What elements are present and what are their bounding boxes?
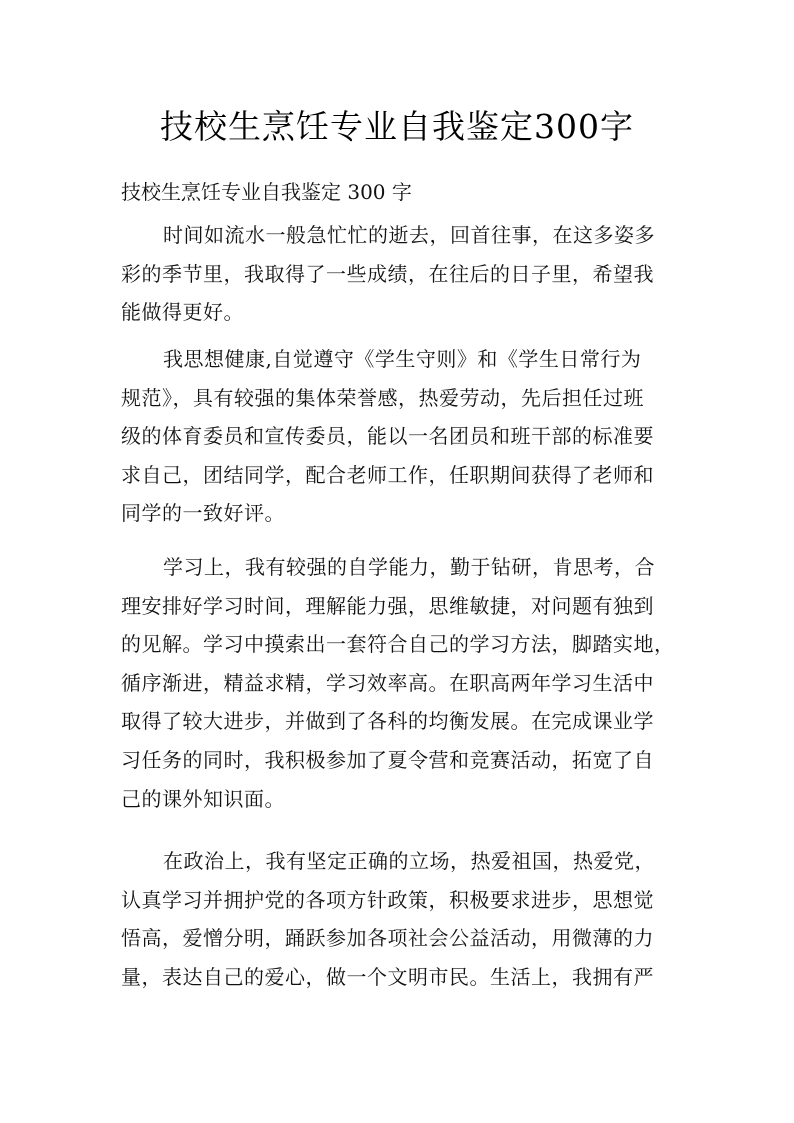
paragraph-line: 求自己，团结同学，配合老师工作，任职期间获得了老师和 (121, 462, 654, 487)
paragraph-line: 时间如流水一般急忙忙的逝去，回首往事，在这多姿多 (163, 223, 655, 247)
paragraph-line: 学习上，我有较强的自学能力，勤于钻研，肯思考，合 (163, 555, 655, 579)
paragraph-line: 悟高，爱憎分明，踊跃参加各项社会公益活动，用微薄的力 (121, 926, 654, 951)
paragraph-line: 量，表达自己的爱心，做一个文明市民。生活上，我拥有严 (121, 964, 654, 989)
paragraph-line: 取得了较大进步，并做到了各科的均衡发展。在完成课业学 (121, 709, 654, 734)
paragraph-line: 认真学习并拥护党的各项方针政策，积极要求进步，思想觉 (121, 887, 654, 912)
paragraph-line: 规范》，具有较强的集体荣誉感，热爱劳动，先后担任过班 (121, 385, 644, 410)
paragraph-2 (121, 340, 681, 533)
paragraph-line: 同学的一致好评。 (121, 501, 285, 526)
paragraph-line: 级的体育委员和宣传委员，能以一名团员和班干部的标准要 (121, 424, 654, 449)
document-title: 技校生烹饪专业自我鉴定300字 (160, 107, 634, 146)
paragraph-line: 在政治上，我有坚定正确的立场，热爱祖国，热爱党， (163, 849, 655, 873)
paragraph-line: 能做得更好。 (121, 300, 244, 325)
paragraph-4 (121, 842, 681, 996)
paragraph-1 (121, 216, 681, 332)
paragraph-line: 习任务的同时，我积极参加了夏令营和竞赛活动，拓宽了自 (121, 747, 654, 772)
paragraph-3 (121, 548, 681, 818)
paragraph-line: 循序渐进，精益求精，学习效率高。在职高两年学习生活中 (121, 670, 654, 695)
paragraph-line: 彩的季节里，我取得了一些成绩，在往后的日子里，希望我 (121, 261, 654, 286)
paragraph-line: 己的课外知识面。 (121, 786, 285, 811)
document-subtitle: 技校生烹饪专业自我鉴定 300 字 (121, 180, 412, 204)
paragraph-line: 理安排好学习时间，理解能力强，思维敏捷，对问题有独到 (121, 593, 654, 618)
paragraph-line: 的见解。学习中摸索出一套符合自己的学习方法，脚踏实地， (121, 632, 675, 657)
paragraph-line: 我思想健康,自觉遵守《学生守则》和《学生日常行为 (163, 347, 642, 371)
